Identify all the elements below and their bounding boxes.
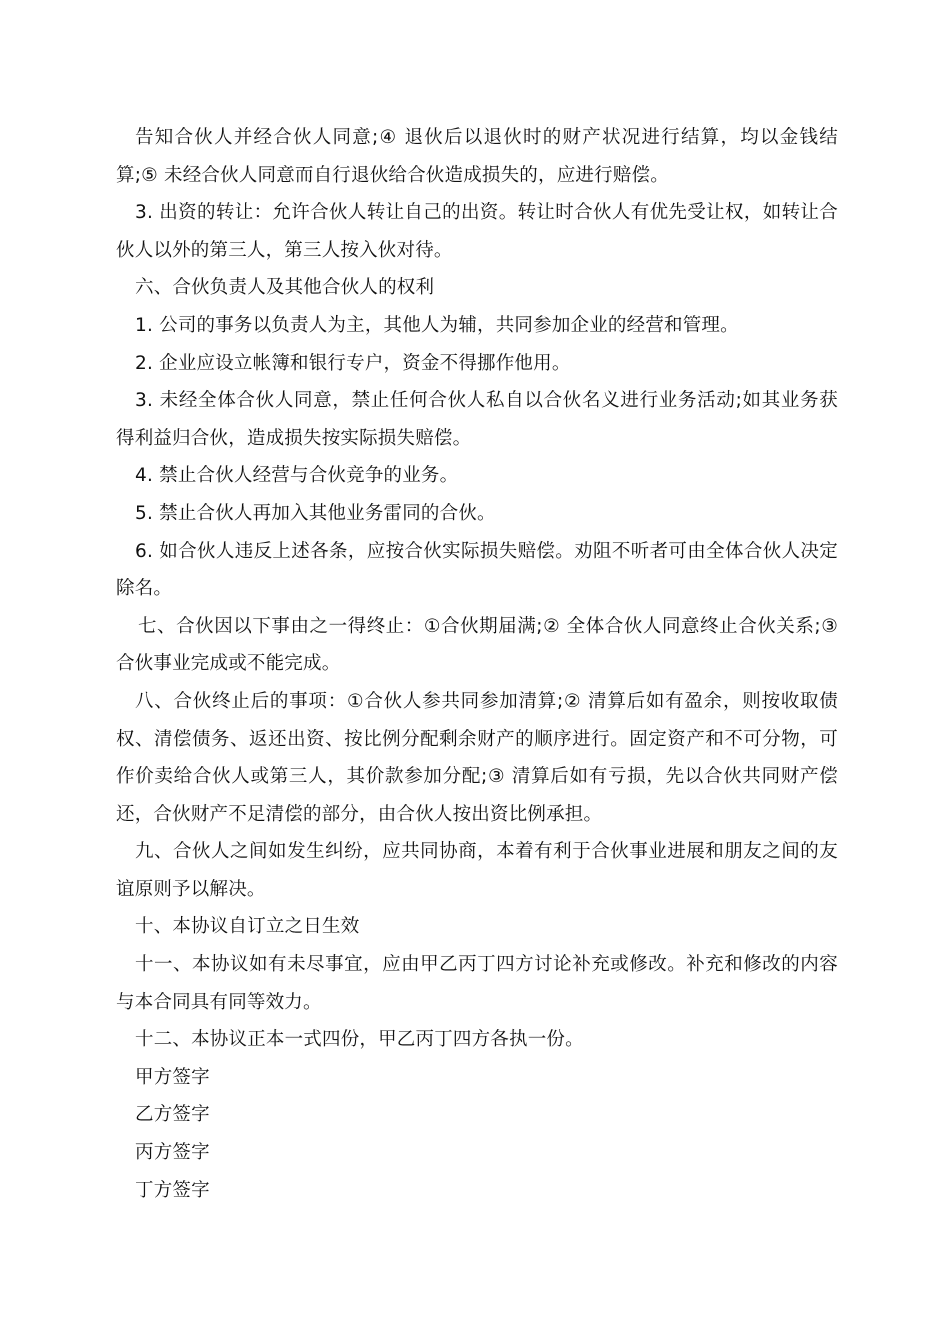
section-termination: 七、合伙因以下事由之一得终止：①合伙期届满;② 全体合伙人同意终止合伙关系;③ 合伙事业完成或不能完成。 — [116, 615, 838, 675]
paragraph-rights-item-6: 6. 如合伙人违反上述各条，应按合伙实际损失赔偿。劝阻不听者可由全体合伙人决定除名。 — [116, 540, 838, 600]
section-heading-rights: 六、合伙负责人及其他合伙人的权利 — [135, 277, 435, 299]
section-copies: 十二、本协议正本一式四份，甲乙丙丁四方各执一份。 — [135, 1029, 584, 1051]
signature-party-d: 丁方签字 — [135, 1179, 210, 1201]
signature-party-a: 甲方签字 — [135, 1066, 210, 1088]
paragraph-rights-item-1: 1. 公司的事务以负责人为主，其他人为辅，共同参加企业的经营和管理。 — [135, 314, 739, 336]
paragraph-rights-item-5: 5. 禁止合伙人再加入其他业务雷同的合伙。 — [135, 502, 496, 524]
paragraph-rights-item-2: 2. 企业应设立帐簿和银行专户，资金不得挪作他用。 — [135, 352, 571, 374]
section-amendments: 十一、本协议如有未尽事宜，应由甲乙丙丁四方讨论补充或修改。补充和修改的内容与本合同具有同等效力。 — [116, 954, 838, 1013]
signature-party-c: 丙方签字 — [135, 1142, 210, 1164]
section-effective-date: 十、本协议自订立之日生效 — [135, 916, 360, 938]
paragraph-rights-item-3: 3. 未经全体合伙人同意，禁止任何合伙人私自以合伙名义进行业务活动;如其业务获得利益归合伙，造成损失按实际损失赔偿。 — [116, 390, 838, 449]
paragraph-capital-transfer: 3. 出资的转让：允许合伙人转让自己的出资。转让时合伙人有优先受让权，如转让合伙人以外的第三人，第三人按入伙对待。 — [116, 202, 838, 261]
section-post-termination: 八、合伙终止后的事项：①合伙人参共同参加清算;② 清算后如有盈余，则按收取债权、清偿债务、返还出资、按比例分配剩余财产的顺序进行。固定资产和不可分物，可作价卖给合伙人或第三人，其价款参加分配;③ 清算后如有亏损，先以合伙共同财产偿还，合伙财产不足清偿的部分，由合伙人按出资比例承担。 — [116, 690, 838, 825]
section-dispute-resolution: 九、合伙人之间如发生纠纷，应共同协商，本着有利于合伙事业进展和朋友之间的友谊原则予以解决。 — [116, 841, 838, 900]
document-body — [116, 119, 838, 1209]
paragraph-withdrawal-settlement: 告知合伙人并经合伙人同意;④ 退伙后以退伙时的财产状况进行结算，均以金钱结算;⑤ 未经合伙人同意而自行退伙给合伙造成损失的，应进行赔偿。 — [116, 127, 838, 186]
paragraph-rights-item-4: 4. 禁止合伙人经营与合伙竞争的业务。 — [135, 465, 459, 487]
signature-party-b: 乙方签字 — [135, 1104, 210, 1126]
